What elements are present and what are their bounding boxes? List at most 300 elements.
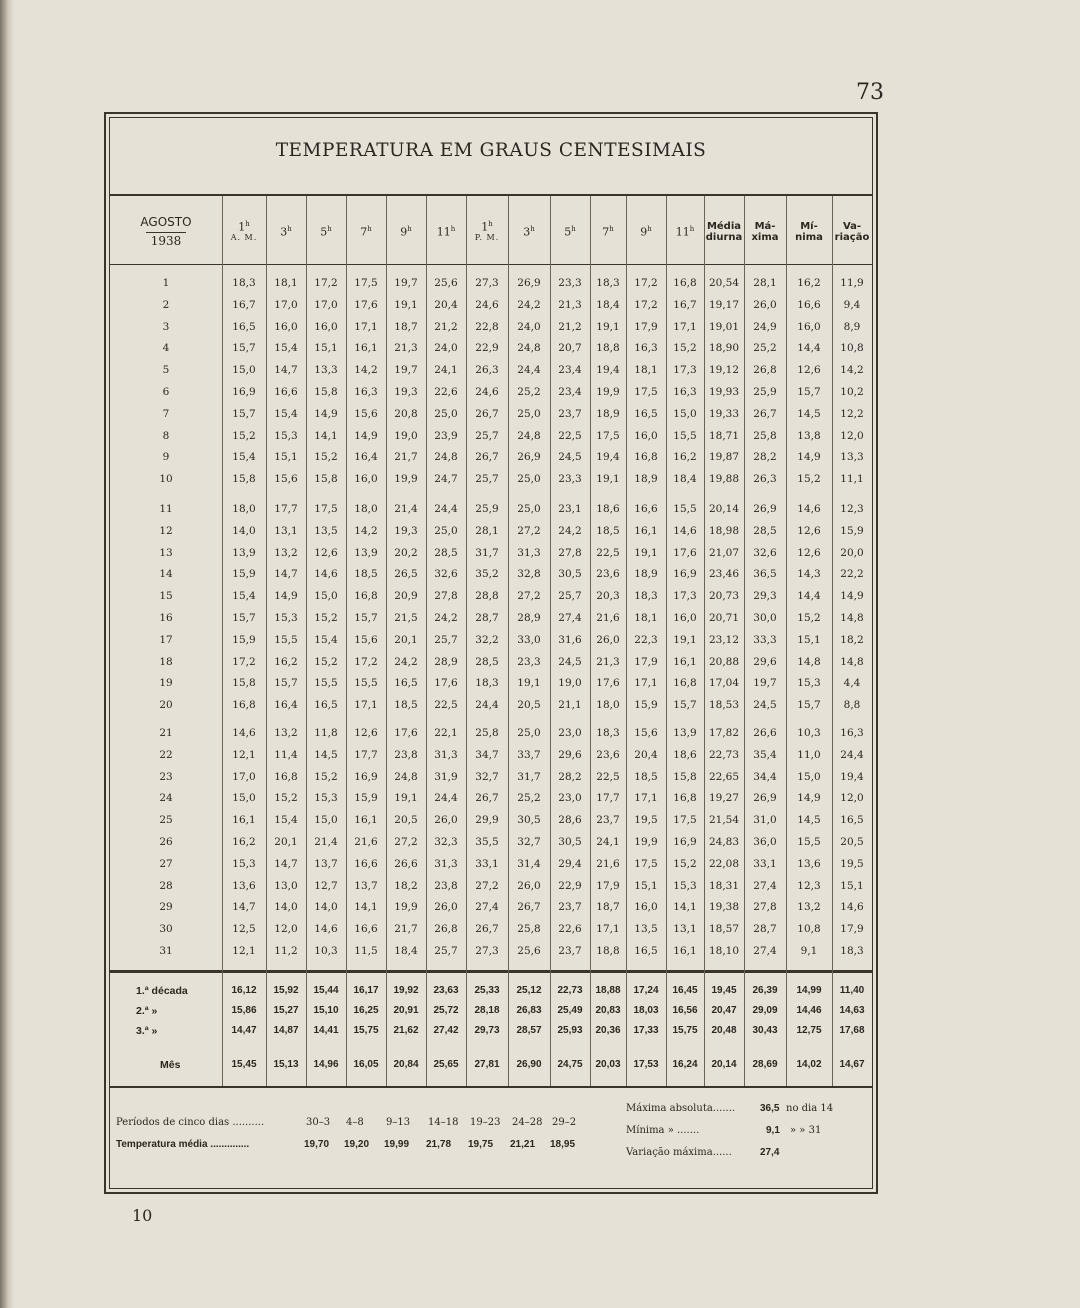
table-cell: 24,4	[434, 792, 458, 805]
table-cell: 23,7	[558, 945, 582, 957]
table-cell: 18,3	[596, 277, 620, 289]
table-cell: 19,88	[708, 473, 740, 486]
header-col-13	[704, 208, 744, 256]
table-cell: 27,2	[517, 590, 541, 603]
table-cell: 28,7	[753, 923, 777, 936]
table-cell: 14,6	[840, 901, 864, 914]
table-cell: 25,8	[475, 727, 499, 739]
table-cell: 17,5	[673, 814, 697, 827]
table-cell: 17,2	[232, 655, 256, 668]
table-cell: 14,1	[314, 429, 338, 442]
table-cell: 12,6	[354, 727, 378, 739]
period-value: 29–2	[552, 1117, 577, 1128]
table-cell: 26,8	[434, 923, 458, 936]
day-number: 15	[159, 590, 173, 603]
table-cell: 22,8	[475, 320, 499, 333]
table-cell: 12,6	[797, 546, 821, 559]
day-number: 1	[162, 277, 170, 289]
period-temperature: 21,78	[426, 1139, 452, 1150]
table-cell: 15,5	[797, 836, 821, 848]
table-cell: 21,07	[708, 546, 740, 559]
table-cell: 19,7	[753, 677, 777, 690]
summary-cell: 28,57	[516, 1025, 542, 1036]
table-cell: 15,7	[232, 407, 256, 420]
table-cell: 12,3	[797, 879, 821, 892]
table-cell: 19,4	[840, 770, 864, 783]
table-cell: 20,1	[274, 836, 298, 848]
table-cell: 22,08	[708, 857, 740, 870]
table-cell: 16,0	[634, 901, 658, 914]
table-cell: 25,0	[517, 727, 541, 739]
table-cell: 12,2	[840, 407, 864, 420]
table-cell: 17,6	[596, 677, 620, 690]
table-cell: 15,0	[232, 792, 256, 805]
table-frame	[104, 112, 878, 1194]
table-cell: 18,57	[708, 923, 740, 936]
table-cell: 11,2	[274, 945, 298, 957]
summary-cell: 20,14	[711, 1059, 737, 1070]
table-cell: 14,2	[354, 364, 378, 377]
day-number: 5	[162, 364, 170, 377]
table-cell: 17,7	[354, 748, 378, 761]
table-cell: 18,0	[354, 503, 378, 515]
table-cell: 15,7	[274, 677, 298, 690]
table-cell: 17,2	[634, 277, 658, 289]
header-col-6	[426, 208, 466, 256]
table-cell: 16,8	[673, 277, 697, 289]
table-cell: 15,4	[274, 814, 298, 827]
table-cell: 17,1	[634, 677, 658, 690]
table-cell: 15,5	[354, 677, 378, 690]
table-cell: 15,8	[232, 473, 256, 486]
table-cell: 20,4	[634, 748, 658, 761]
table-cell: 16,3	[840, 727, 864, 739]
period-temperature: 19,75	[468, 1139, 494, 1150]
table-cell: 20,8	[394, 407, 418, 420]
table-cell: 15,1	[797, 633, 821, 646]
temperature-mean-label: Temperatura média ..............	[116, 1139, 250, 1150]
table-cell: 16,1	[673, 655, 697, 668]
table-cell: 16,0	[314, 320, 338, 333]
table-cell: 33,0	[517, 633, 541, 646]
header-col-11	[626, 208, 666, 256]
header-col-label: 7$^h$	[602, 224, 614, 239]
day-number: 8	[162, 429, 170, 442]
table-cell: 31,3	[517, 546, 541, 559]
absolute-max-label: Máxima absoluta.......	[626, 1103, 736, 1114]
table-cell: 26,3	[475, 364, 499, 377]
summary-cell: 20,91	[393, 1005, 419, 1016]
footer-page-number: 10	[132, 1206, 153, 1225]
header-col-14	[744, 208, 786, 256]
table-cell: 24,4	[434, 503, 458, 515]
table-cell: 25,2	[753, 342, 777, 355]
table-cell: 18,7	[596, 901, 620, 914]
table-cell: 17,2	[634, 298, 658, 311]
table-cell: 14,7	[274, 568, 298, 581]
day-number: 6	[162, 386, 170, 398]
table-cell: 25,0	[434, 407, 458, 420]
summary-cell: 25,49	[557, 1005, 583, 1016]
table-cell: 25,8	[753, 429, 777, 442]
summary-divider-bottom	[110, 972, 872, 973]
table-cell: 25,2	[517, 386, 541, 398]
table-cell: 16,5	[314, 699, 338, 712]
table-cell: 19,9	[394, 473, 418, 486]
table-cell: 17,0	[232, 770, 256, 783]
table-cell: 20,7	[558, 342, 582, 355]
table-cell: 17,6	[673, 546, 697, 559]
periods-label: Períodos de cinco dias ..........	[116, 1117, 265, 1128]
summary-cell: 17,68	[839, 1025, 865, 1036]
table-cell: 26,7	[475, 792, 499, 805]
table-cell: 18,90	[708, 342, 740, 355]
table-cell: 23,12	[708, 633, 740, 646]
table-cell: 26,6	[394, 857, 418, 870]
day-number: 2	[162, 298, 170, 311]
summary-cell: 14,02	[796, 1059, 822, 1070]
table-cell: 13,8	[797, 429, 821, 442]
table-cell: 13,2	[274, 546, 298, 559]
table-cell: 23,9	[434, 429, 458, 442]
table-cell: 14,9	[840, 590, 864, 603]
table-cell: 23,4	[558, 364, 582, 377]
header-col-8	[508, 208, 550, 256]
table-cell: 24,2	[434, 612, 458, 624]
table-cell: 18,0	[596, 699, 620, 712]
summary-cell: 16,12	[231, 985, 257, 996]
table-cell: 9,1	[800, 945, 818, 957]
table-cell: 23,7	[558, 407, 582, 420]
table-cell: 4,4	[843, 677, 861, 690]
table-cell: 18,9	[634, 568, 658, 581]
table-cell: 22,1	[434, 727, 458, 739]
table-cell: 19,93	[708, 386, 740, 398]
table-cell: 25,0	[517, 473, 541, 486]
table-cell: 28,1	[475, 524, 499, 537]
table-cell: 19,1	[596, 320, 620, 333]
table-cell: 20,73	[708, 590, 740, 603]
table-cell: 33,7	[517, 748, 541, 761]
table-cell: 19,1	[517, 677, 541, 690]
summary-cell: 21,62	[393, 1025, 419, 1036]
table-cell: 18,4	[596, 298, 620, 311]
table-cell: 15,4	[274, 342, 298, 355]
header-col-label: Má- xima	[751, 221, 779, 243]
table-cell: 16,1	[634, 524, 658, 537]
header-col-label: 1$^h$	[238, 220, 250, 234]
table-cell: 23,8	[394, 748, 418, 761]
table-cell: 15,8	[232, 677, 256, 690]
summary-cell: 14,41	[313, 1025, 339, 1036]
header-col-label: Va- riação	[834, 221, 870, 243]
table-cell: 18,5	[394, 699, 418, 712]
table-cell: 21,2	[434, 320, 458, 333]
table-cell: 15,3	[797, 677, 821, 690]
table-cell: 16,8	[274, 770, 298, 783]
summary-cell: 15,44	[313, 985, 339, 996]
header-col-5	[386, 208, 426, 256]
table-cell: 13,7	[354, 879, 378, 892]
table-cell: 15,2	[314, 655, 338, 668]
table-cell: 16,1	[354, 342, 378, 355]
summary-cell: 16,17	[353, 985, 379, 996]
table-cell: 24,5	[558, 655, 582, 668]
period-value: 9–13	[386, 1117, 411, 1128]
header-col-1	[222, 208, 266, 256]
table-cell: 15,7	[797, 699, 821, 712]
table-cell: 35,5	[475, 836, 499, 848]
table-cell: 16,1	[354, 814, 378, 827]
table-cell: 15,2	[314, 612, 338, 624]
table-cell: 26,6	[753, 727, 777, 739]
table-cell: 21,3	[558, 298, 582, 311]
table-cell: 18,9	[596, 407, 620, 420]
table-cell: 16,9	[232, 386, 256, 398]
table-cell: 12,1	[232, 945, 256, 957]
summary-cell: 14,87	[273, 1025, 299, 1036]
table-cell: 17,7	[274, 503, 298, 515]
header-col-10	[590, 208, 626, 256]
table-cell: 15,8	[314, 386, 338, 398]
table-cell: 31,4	[517, 857, 541, 870]
table-cell: 21,6	[354, 836, 378, 848]
table-cell: 13,7	[314, 857, 338, 870]
table-cell: 32,7	[517, 836, 541, 848]
table-cell: 20,1	[394, 633, 418, 646]
table-cell: 27,3	[475, 277, 499, 289]
table-cell: 10,3	[314, 945, 338, 957]
table-cell: 33,3	[753, 633, 777, 646]
table-cell: 21,7	[394, 923, 418, 936]
header-col-label: 11$^h$	[436, 224, 456, 239]
table-cell: 16,0	[634, 429, 658, 442]
table-cell: 26,9	[753, 792, 777, 805]
table-cell: 16,9	[673, 568, 697, 581]
table-cell: 28,5	[475, 655, 499, 668]
summary-cell: 15,92	[273, 985, 299, 996]
table-cell: 14,9	[314, 407, 338, 420]
table-cell: 32,8	[517, 568, 541, 581]
table-cell: 15,7	[354, 612, 378, 624]
table-cell: 26,7	[475, 451, 499, 464]
table-cell: 32,6	[753, 546, 777, 559]
table-cell: 11,9	[840, 277, 864, 289]
summary-cell: 25,65	[433, 1059, 459, 1070]
summary-cell: 20,36	[595, 1025, 621, 1036]
table-cell: 10,2	[840, 386, 864, 398]
table-cell: 26,0	[434, 901, 458, 914]
day-number: 29	[159, 901, 173, 914]
table-cell: 33,1	[475, 857, 499, 870]
table-cell: 15,3	[274, 429, 298, 442]
title-divider	[110, 194, 872, 196]
table-cell: 14,8	[797, 655, 821, 668]
header-col-label: 7$^h$	[360, 224, 372, 239]
table-cell: 14,0	[274, 901, 298, 914]
table-cell: 15,5	[274, 633, 298, 646]
table-cell: 31,9	[434, 770, 458, 783]
table-cell: 12,0	[274, 923, 298, 936]
table-cell: 27,2	[394, 836, 418, 848]
table-cell: 23,3	[558, 277, 582, 289]
table-cell: 25,7	[434, 633, 458, 646]
table-cell: 17,0	[274, 298, 298, 311]
table-cell: 13,3	[840, 451, 864, 464]
table-cell: 20,0	[840, 546, 864, 559]
summary-cell: 27,81	[474, 1059, 500, 1070]
table-cell: 18,8	[596, 945, 620, 957]
table-cell: 22,5	[558, 429, 582, 442]
table-cell: 18,3	[840, 945, 864, 957]
table-cell: 21,2	[558, 320, 582, 333]
summary-cell: 28,18	[474, 1005, 500, 1016]
table-cell: 11,1	[840, 473, 864, 486]
day-number: 7	[162, 407, 170, 420]
table-cell: 24,4	[517, 364, 541, 377]
table-cell: 23,7	[596, 814, 620, 827]
table-cell: 33,1	[753, 857, 777, 870]
table-cell: 24,7	[434, 473, 458, 486]
table-cell: 35,4	[753, 748, 777, 761]
header-year: 1938	[146, 232, 186, 248]
table-cell: 15,6	[354, 407, 378, 420]
table-cell: 15,4	[232, 451, 256, 464]
table-cell: 13,1	[274, 524, 298, 537]
summary-cell: 14,67	[839, 1059, 865, 1070]
table-cell: 27,8	[434, 590, 458, 603]
table-cell: 26,9	[753, 503, 777, 515]
table-cell: 13,6	[232, 879, 256, 892]
header-col-label: 3$^h$	[280, 224, 292, 239]
summary-cell: 25,93	[557, 1025, 583, 1036]
table-cell: 15,3	[232, 857, 256, 870]
period-value: 19–23	[470, 1117, 501, 1128]
summary-cell: 14,46	[796, 1005, 822, 1016]
table-cell: 17,9	[634, 655, 658, 668]
table-cell: 16,2	[797, 277, 821, 289]
table-cell: 17,6	[394, 727, 418, 739]
summary-cell: 26,90	[516, 1059, 542, 1070]
table-cell: 14,6	[232, 727, 256, 739]
header-col-label: Média diurna	[705, 221, 743, 243]
summary-cell: 26,83	[516, 1005, 542, 1016]
table-cell: 20,5	[517, 699, 541, 712]
table-cell: 28,9	[434, 655, 458, 668]
table-cell: 19,5	[634, 814, 658, 827]
table-cell: 16,5	[232, 320, 256, 333]
header-month-year	[110, 204, 222, 260]
table-cell: 8,9	[843, 320, 861, 333]
table-cell: 15,8	[314, 473, 338, 486]
table-cell: 14,7	[274, 364, 298, 377]
summary-cell: 26,39	[752, 985, 778, 996]
table-cell: 13,1	[673, 923, 697, 936]
table-cell: 12,5	[232, 923, 256, 936]
table-cell: 29,4	[558, 857, 582, 870]
summary-cell: 30,43	[752, 1025, 778, 1036]
table-cell: 17,1	[596, 923, 620, 936]
table-cell: 27,2	[517, 524, 541, 537]
table-cell: 13,5	[314, 524, 338, 537]
table-cell: 22,5	[434, 699, 458, 712]
table-cell: 17,1	[673, 320, 697, 333]
summary-cell: 16,45	[672, 985, 698, 996]
table-cell: 15,2	[274, 792, 298, 805]
table-cell: 23,1	[558, 503, 582, 515]
table-cell: 19,1	[394, 792, 418, 805]
table-cell: 19,4	[596, 451, 620, 464]
header-col-4	[346, 208, 386, 256]
table-cell: 19,33	[708, 407, 740, 420]
table-cell: 20,54	[708, 277, 740, 289]
table-cell: 16,4	[354, 451, 378, 464]
header-col-2	[266, 208, 306, 256]
summary-label: 3.ª »	[136, 1025, 158, 1037]
table-cell: 12,3	[840, 503, 864, 515]
table-cell: 31,3	[434, 748, 458, 761]
summary-cell: 16,24	[672, 1059, 698, 1070]
summary-cell: 22,73	[557, 985, 583, 996]
max-variation-value: 27,4	[760, 1147, 780, 1158]
table-cell: 12,6	[797, 364, 821, 377]
period-temperature: 18,95	[550, 1139, 576, 1150]
table-cell: 23,8	[434, 879, 458, 892]
day-number: 18	[159, 655, 173, 668]
table-cell: 24,2	[558, 524, 582, 537]
table-cell: 23,0	[558, 792, 582, 805]
table-cell: 18,71	[708, 429, 740, 442]
table-cell: 11,8	[314, 727, 338, 739]
table-cell: 16,6	[354, 923, 378, 936]
max-variation-label: Variação máxima......	[626, 1147, 732, 1158]
table-cell: 17,5	[354, 277, 378, 289]
table-cell: 28,2	[558, 770, 582, 783]
table-cell: 20,4	[434, 298, 458, 311]
table-cell: 14,9	[797, 451, 821, 464]
table-cell: 17,6	[434, 677, 458, 690]
table-title: TEMPERATURA EM GRAUS CENTESIMAIS	[275, 140, 707, 161]
footer-divider	[110, 1086, 872, 1088]
table-cell: 35,2	[475, 568, 499, 581]
table-cell: 12,0	[840, 429, 864, 442]
summary-cell: 15,27	[273, 1005, 299, 1016]
table-cell: 25,6	[434, 277, 458, 289]
header-divider	[110, 264, 872, 265]
table-cell: 17,6	[354, 298, 378, 311]
table-cell: 14,7	[274, 857, 298, 870]
table-cell: 14,4	[797, 590, 821, 603]
table-cell: 12,6	[314, 546, 338, 559]
day-number: 30	[159, 923, 173, 936]
table-cell: 22,6	[434, 386, 458, 398]
table-cell: 36,0	[753, 836, 777, 848]
table-cell: 18,3	[634, 590, 658, 603]
table-cell: 19,7	[394, 364, 418, 377]
table-cell: 28,5	[753, 524, 777, 537]
table-cell: 29,9	[475, 814, 499, 827]
table-cell: 22,65	[708, 770, 740, 783]
table-cell: 31,0	[753, 814, 777, 827]
table-cell: 27,8	[558, 546, 582, 559]
table-cell: 17,9	[634, 320, 658, 333]
summary-cell: 12,75	[796, 1025, 822, 1036]
table-cell: 21,5	[394, 612, 418, 624]
summary-label: 2.ª »	[136, 1005, 158, 1017]
header-col-label: 9$^h$	[640, 224, 652, 239]
table-cell: 15,6	[354, 633, 378, 646]
table-cell: 19,17	[708, 298, 740, 311]
